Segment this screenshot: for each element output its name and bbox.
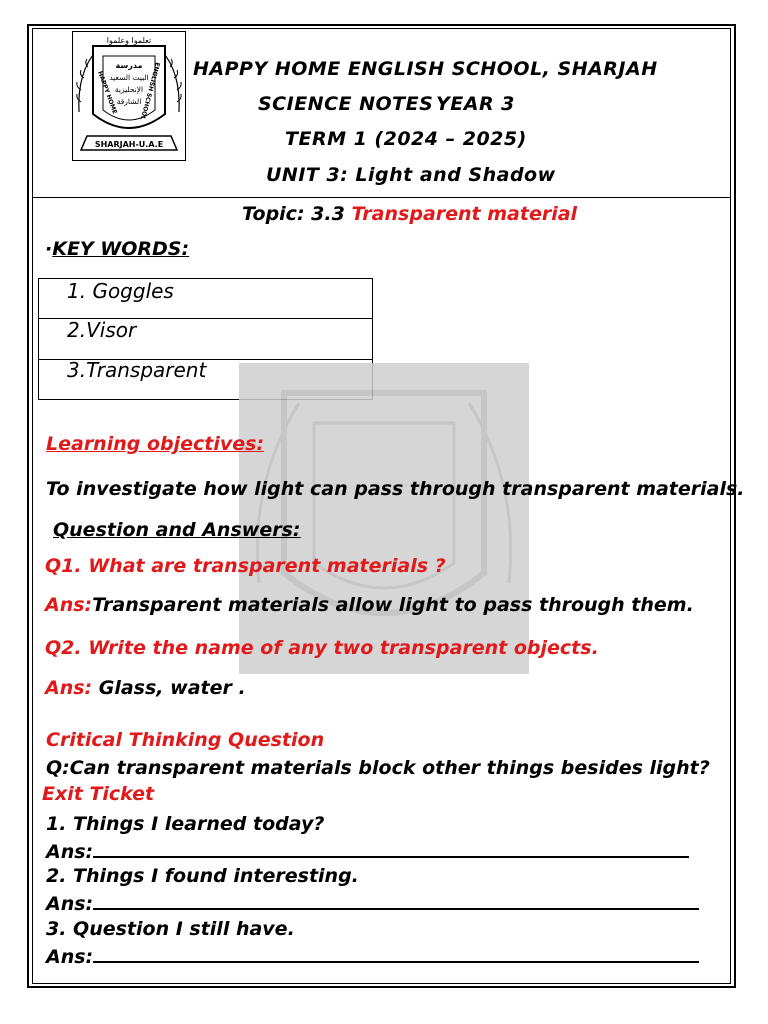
keyword-item: 3.Transparent	[67, 358, 207, 382]
critical-thinking-heading: Critical Thinking Question	[46, 729, 325, 751]
topic-title: Transparent material	[351, 203, 578, 225]
learning-objectives-heading: Learning objectives:	[46, 433, 265, 455]
exit-prompt: 1. Things I learned today?	[46, 813, 325, 835]
exit-answer-line	[46, 892, 699, 915]
topic-line	[242, 203, 577, 225]
exit-answer-line	[46, 840, 689, 863]
answer-1	[45, 594, 694, 616]
exit-answer-label: Ans:	[46, 841, 94, 863]
exit-ticket-heading: Exit Ticket	[42, 783, 155, 805]
qa-heading: Question and Answers:	[53, 519, 301, 541]
answer-2	[45, 677, 246, 699]
keyword-item: 1. Goggles	[67, 279, 174, 303]
topic-label: Topic: 3.3	[242, 203, 345, 225]
exit-answer-label: Ans:	[46, 946, 94, 968]
school-name: HAPPY HOME ENGLISH SCHOOL, SHARJAH	[193, 58, 658, 80]
term-label: TERM 1 (2024 – 2025)	[285, 128, 527, 150]
keywords-heading-line	[45, 238, 189, 260]
answer-2-label: Ans:	[45, 677, 93, 699]
answer-blank[interactable]	[93, 840, 689, 858]
unit-title: UNIT 3: Light and Shadow	[266, 164, 556, 186]
svg-text:الشارقة: الشارقة	[116, 97, 142, 106]
svg-text:HAPPY HOME: HAPPY HOME	[96, 70, 119, 116]
answer-1-label: Ans:	[45, 594, 93, 616]
logo-arabic-motto: تعلموا وعلموا	[106, 36, 152, 45]
exit-prompt: 3. Question I still have.	[46, 918, 295, 940]
answer-blank[interactable]	[93, 892, 699, 910]
learning-objective-text: To investigate how light can pass through transparent materials.	[46, 478, 745, 500]
critical-thinking-question: Q:Can transparent materials block other things besides light?	[46, 757, 710, 779]
svg-text:مدرسة: مدرسة	[115, 61, 143, 70]
svg-text:ENGLISH SCHOOL: ENGLISH SCHOOL	[138, 61, 161, 121]
exit-answer-label: Ans:	[46, 893, 94, 915]
keywords-bullet: ·	[45, 238, 53, 260]
answer-1-text: Transparent materials allow light to pass through them.	[92, 594, 694, 616]
svg-text:البيت السعيد: البيت السعيد	[109, 73, 149, 82]
keywords-heading: KEY WORDS:	[52, 238, 190, 260]
svg-text:الإنجليزية: الإنجليزية	[114, 85, 144, 94]
exit-answer-line	[46, 945, 699, 968]
question-2: Q2. Write the name of any two transparent objects.	[45, 637, 599, 659]
subject-title: SCIENCE NOTES	[258, 93, 434, 115]
logo-ribbon-text: SHARJAH-U.A.E	[94, 140, 164, 149]
keyword-item: 2.Visor	[67, 318, 137, 342]
answer-blank[interactable]	[93, 945, 699, 963]
header-divider	[32, 197, 731, 198]
exit-prompt: 2. Things I found interesting.	[46, 865, 359, 887]
question-1: Q1. What are transparent materials ?	[45, 555, 446, 577]
answer-2-text: Glass, water .	[92, 677, 246, 699]
year-label: YEAR 3	[436, 93, 515, 115]
school-logo	[72, 31, 186, 161]
